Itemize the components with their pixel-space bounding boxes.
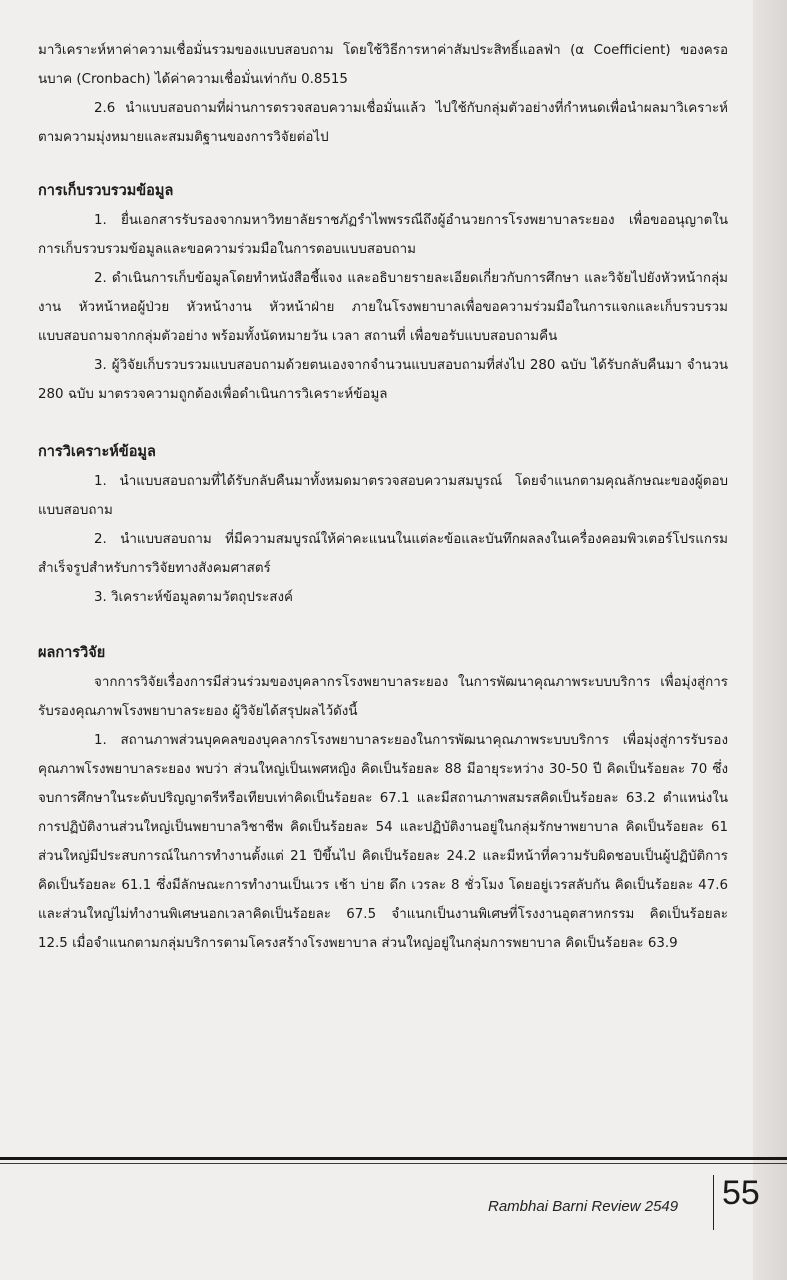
- data-analysis-item-1: 1. นำแบบสอบถามที่ได้รับกลับคืนมาทั้งหมดมาตรวจสอบความสมบูรณ์ โดยจำแนกตามคุณลักษณะของผู้ตอบแบบสอบถาม: [38, 474, 728, 518]
- footer-divider: [713, 1175, 714, 1230]
- data-analysis-item-2: 2. นำแบบสอบถาม ที่มีความสมบูรณ์ให้ค่าคะแนนในแต่ละข้อและบันทึกผลลงในเครื่องคอมพิวเตอร์โปรแกรมสำเร็จรูปสำหรับการวิจัยทางสังคมศาสตร์: [38, 532, 728, 576]
- page-body: [38, 36, 728, 958]
- footer-rule-thick: [0, 1157, 787, 1160]
- footer-rule-thin: [0, 1163, 787, 1164]
- section-title-results: ผลการวิจัย: [38, 645, 106, 661]
- page-number: 55: [722, 1174, 760, 1212]
- data-analysis-item-3: 3. วิเคราะห์ข้อมูลตามวัตถุประสงค์: [94, 590, 293, 605]
- intro-paragraph: มาวิเคราะห์หาค่าความเชื่อมั่นรวมของแบบสอบถาม โดยใช้วิธีการหาค่าสัมประสิทธิ์แอลฟ่า (α Coefficient) ของครอนบาค (Cronbach) ได้ค่าความเชื่อมั่นเท่ากับ 0.8515: [38, 43, 728, 87]
- section-title-data-analysis: การวิเคราะห์ข้อมูล: [38, 444, 156, 460]
- section-title-data-collection: การเก็บรวบรวมข้อมูล: [38, 183, 174, 199]
- step-2-6-paragraph: 2.6 นำแบบสอบถามที่ผ่านการตรวจสอบความเชื่อมั่นแล้ว ไปใช้กับกลุ่มตัวอย่างที่กำหนดเพื่อนำผลมาวิเคราะห์ตามความมุ่งหมายและสมมติฐานของการวิจัยต่อไป: [38, 101, 728, 145]
- data-collection-item-1: 1. ยื่นเอกสารรับรองจากมหาวิทยาลัยราชภัฏรำไพพรรณีถึงผู้อำนวยการโรงพยาบาลระยอง เพื่อขออนุญาตในการเก็บรวบรวมข้อมูลและขอความร่วมมือในการตอบแบบสอบถาม: [38, 213, 728, 257]
- data-collection-item-3: 3. ผู้วิจัยเก็บรวบรวมแบบสอบถามด้วยตนเองจากจำนวนแบบสอบถามที่ส่งไป 280 ฉบับ ได้รับกลับคืนมา จำนวน 280 ฉบับ มาตรวจความถูกต้องเพื่อดำเนินการวิเคราะห์ข้อมูล: [38, 358, 728, 402]
- journal-name: Rambhai Barni Review 2549: [488, 1198, 679, 1215]
- data-collection-item-2: 2. ดำเนินการเก็บข้อมูลโดยทำหนังสือชี้แจง และอธิบายรายละเอียดเกี่ยวกับการศึกษา และวิจัยไปยังหัวหน้ากลุ่มงาน หัวหน้าหอผู้ป่วย หัวหน้างาน หัวหน้าฝ่าย ภายในโรงพยาบาลเพื่อขอความร่วมมือในการแจกและเก็บรวบรวมแบบสอบถามจากกลุ่มตัวอย่าง พร้อมทั้งนัดหมายวัน เวลา สถานที่ เพื่อขอรับแบบสอบถามคืน: [38, 271, 728, 344]
- results-intro-paragraph: จากการวิจัยเรื่องการมีส่วนร่วมของบุคลากรโรงพยาบาลระยอง ในการพัฒนาคุณภาพระบบบริการ เพื่อมุ่งสู่การรับรองคุณภาพโรงพยาบาลระยอง ผู้วิจัยได้สรุปผลไว้ดังนี้: [38, 675, 728, 719]
- results-item-1: 1. สถานภาพส่วนบุคคลของบุคลากรโรงพยาบาลระยองในการพัฒนาคุณภาพระบบบริการ เพื่อมุ่งสู่การรับรองคุณภาพโรงพยาบาลระยอง พบว่า ส่วนใหญ่เป็นเพศหญิง คิดเป็นร้อยละ 88 มีอายุระหว่าง 30-50 ปี คิดเป็นร้อยละ 70 ซึ่งจบการศึกษาในระดับปริญญาตรีหรือเทียบเท่าคิดเป็นร้อยละ 67.1 และมีสถานภาพสมรสคิดเป็นร้อยละ 63.2 ตำแหน่งในการปฏิบัติงานส่วนใหญ่เป็นพยาบาลวิชาชีพ คิดเป็นร้อยละ 54 และปฏิบัติงานอยู่ในกลุ่มรักษาพยาบาล คิดเป็นร้อยละ 61 ส่วนใหญ่มีประสบการณ์ในการทำงานตั้งแต่ 21 ปีขึ้นไป คิดเป็นร้อยละ 24.2 และมีหน้าที่ความรับผิดชอบเป็นผู้ปฏิบัติการคิดเป็นร้อยละ 61.1 ซึ่งมีลักษณะการทำงานเป็นเวร เช้า บ่าย ดึก เวรละ 8 ชั่วโมง โดยอยู่เวรสลับกัน คิดเป็นร้อยละ 47.6 และส่วนใหญ่ไม่ทำงานพิเศษนอกเวลาคิดเป็นร้อยละ 67.5 จำแนกเป็นงานพิเศษที่โรงงานอุตสาหกรรม คิดเป็นร้อยละ 12.5 เมื่อจำแนกตามกลุ่มบริการตามโครงสร้างโรงพยาบาล ส่วนใหญ่อยู่ในกลุ่มการพยาบาล คิดเป็นร้อยละ 63.9: [38, 733, 728, 951]
- page-edge-shadow: [753, 0, 787, 1280]
